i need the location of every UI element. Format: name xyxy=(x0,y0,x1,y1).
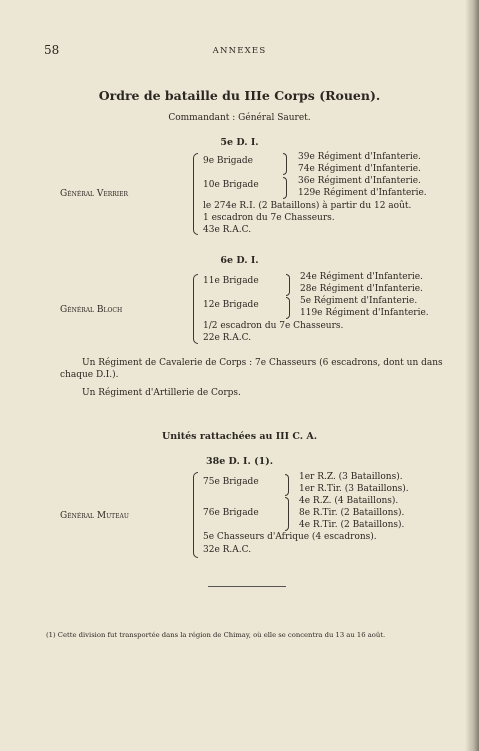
artillery-paragraph: Un Régiment d'Artillerie de Corps. xyxy=(82,388,241,398)
regiment-line: 24e Régiment d'Infanterie. xyxy=(300,272,423,282)
attached-unit-line: 43e R.A.C. xyxy=(203,225,252,235)
brigade-label: 9e Brigade xyxy=(203,156,253,166)
brigade-brace xyxy=(286,297,290,319)
regiment-line: 39e Régiment d'Infanterie. xyxy=(298,152,421,162)
brigade-label: 11e Brigade xyxy=(203,276,259,286)
regiment-line: 119e Régiment d'Infanterie. xyxy=(300,308,429,318)
attached-units-heading: Unités rattachées au III C. A. xyxy=(161,431,318,442)
brigade-label: 75e Brigade xyxy=(203,477,259,487)
regiment-line: 1er R.Tir. (3 Bataillons). xyxy=(299,484,409,494)
regiment-line: 28e Régiment d'Infanterie. xyxy=(300,284,423,294)
page-title: Ordre de bataille du IIIe Corps (Rouen). xyxy=(98,88,381,103)
attached-unit-line: 1 escadron du 7e Chasseurs. xyxy=(203,213,335,223)
regiment-line: 5e Régiment d'Infanterie. xyxy=(300,296,418,306)
regiment-line: 1er R.Z. (3 Bataillons). xyxy=(299,472,403,482)
page-number: 58 xyxy=(44,43,60,57)
attached-unit-line: 5e Chasseurs d'Afrique (4 escadrons). xyxy=(203,532,377,542)
division-brace xyxy=(193,274,198,344)
cavalry-paragraph-cont: chaque D.I.). xyxy=(60,370,119,380)
regiment-line: 129e Régiment d'Infanterie. xyxy=(298,188,427,198)
attached-unit-line: 1/2 escadron du 7e Chasseurs. xyxy=(203,321,344,331)
regiment-line: 36e Régiment d'Infanterie. xyxy=(298,176,421,186)
brigade-label: 12e Brigade xyxy=(203,300,259,310)
brigade-brace xyxy=(285,497,289,531)
attached-unit-line: 32e R.A.C. xyxy=(203,545,252,555)
attached-unit-line: le 274e R.I. (2 Bataillons) à partir du 12 août. xyxy=(203,201,412,211)
division-heading: 38e D. I. (1). xyxy=(205,456,274,467)
brigade-label: 10e Brigade xyxy=(203,180,259,190)
footnote-rule xyxy=(208,586,286,587)
regiment-line: 8e R.Tir. (2 Bataillons). xyxy=(299,508,405,518)
regiment-line: 74e Régiment d'Infanterie. xyxy=(298,164,421,174)
commandant-line: Commandant : Général Sauret. xyxy=(168,113,311,123)
division-heading: 6e D. I. xyxy=(220,255,259,266)
brigade-brace xyxy=(286,274,290,296)
division-brace xyxy=(193,153,198,235)
footnote: (1) Cette division fut transportée dans la région de Chimay, où elle se concentra du 13 au 16 août. xyxy=(46,631,386,639)
running-head: ANNEXES xyxy=(212,46,267,56)
brigade-label: 76e Brigade xyxy=(203,508,259,518)
regiment-line: 4e R.Z. (4 Bataillons). xyxy=(299,496,399,506)
brigade-brace xyxy=(285,474,289,496)
general-name: Général Verrier xyxy=(60,189,129,199)
general-name: Général Bloch xyxy=(60,305,123,315)
general-name: Général Muteau xyxy=(60,511,129,521)
division-brace xyxy=(193,472,198,558)
brigade-brace xyxy=(283,177,287,199)
division-heading: 5e D. I. xyxy=(220,137,259,148)
cavalry-paragraph: Un Régiment de Cavalerie de Corps : 7e Chasseurs (6 escadrons, dont un dans xyxy=(82,358,443,368)
attached-unit-line: 22e R.A.C. xyxy=(203,333,252,343)
brigade-brace xyxy=(283,153,287,175)
regiment-line: 4e R.Tir. (2 Bataillons). xyxy=(299,520,405,530)
